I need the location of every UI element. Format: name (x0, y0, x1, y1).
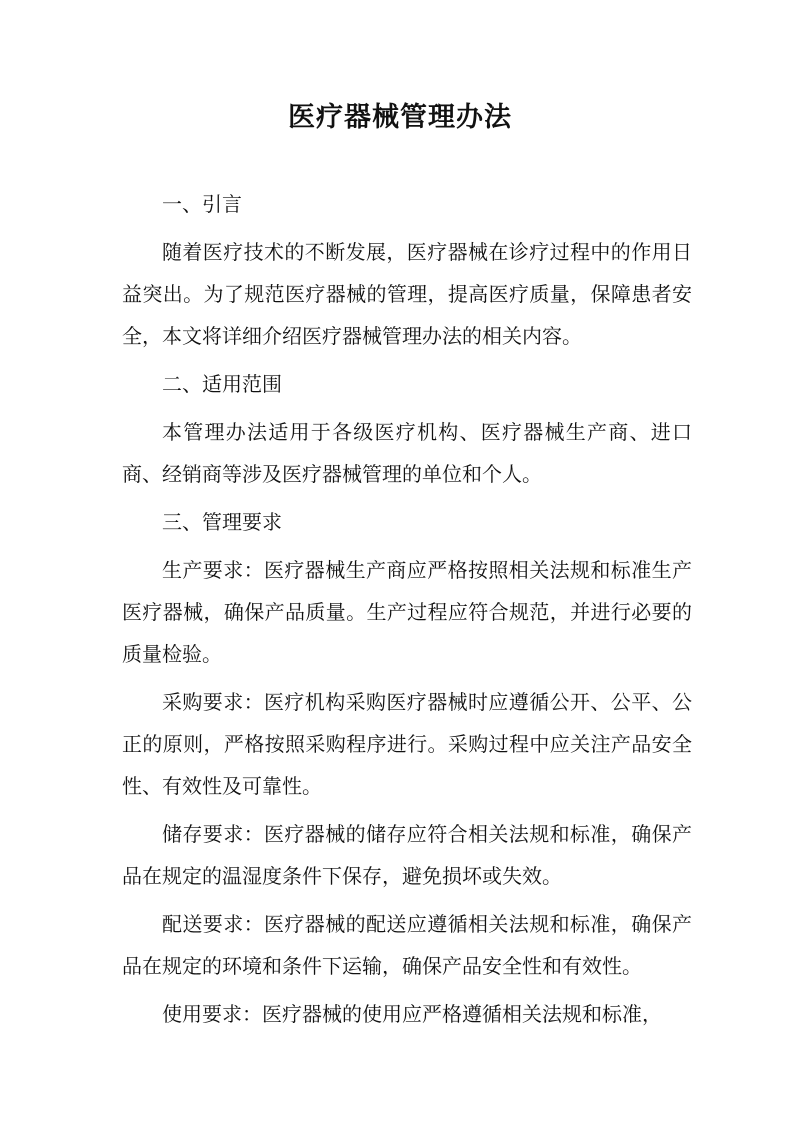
document-title: 医疗器械管理办法 (288, 102, 512, 133)
paragraph-production: 生产要求：医疗器械生产商应严格按照相关法规和标准生产医疗器械，确保产品质量。生产过程应符合规范，并进行必要的质量检验。 (122, 558, 692, 666)
section-heading-requirements: 三、管理要求 (162, 510, 282, 534)
paragraph-storage: 储存要求：医疗器械的储存应符合相关法规和标准，确保产品在规定的温湿度条件下保存，避免损坏或失效。 (122, 822, 692, 888)
document-body (122, 183, 692, 1035)
section-heading-intro: 一、引言 (162, 192, 242, 216)
paragraph-procurement: 采购要求：医疗机构采购医疗器械时应遵循公开、公平、公正的原则，严格按照采购程序进行。采购过程中应关注产品安全性、有效性及可靠性。 (122, 690, 692, 798)
paragraph-scope: 本管理办法适用于各级医疗机构、医疗器械生产商、进口商、经销商等涉及医疗器械管理的单位和个人。 (122, 420, 692, 486)
section-heading-scope: 二、适用范围 (162, 372, 282, 396)
paragraph-usage: 使用要求：医疗器械的使用应严格遵循相关法规和标准， (162, 1002, 662, 1026)
paragraph-distribution: 配送要求：医疗器械的配送应遵循相关法规和标准，确保产品在规定的环境和条件下运输，确保产品安全性和有效性。 (122, 912, 692, 978)
paragraph-intro: 随着医疗技术的不断发展，医疗器械在诊疗过程中的作用日益突出。为了规范医疗器械的管理，提高医疗质量，保障患者安全，本文将详细介绍医疗器械管理办法的相关内容。 (122, 240, 692, 348)
